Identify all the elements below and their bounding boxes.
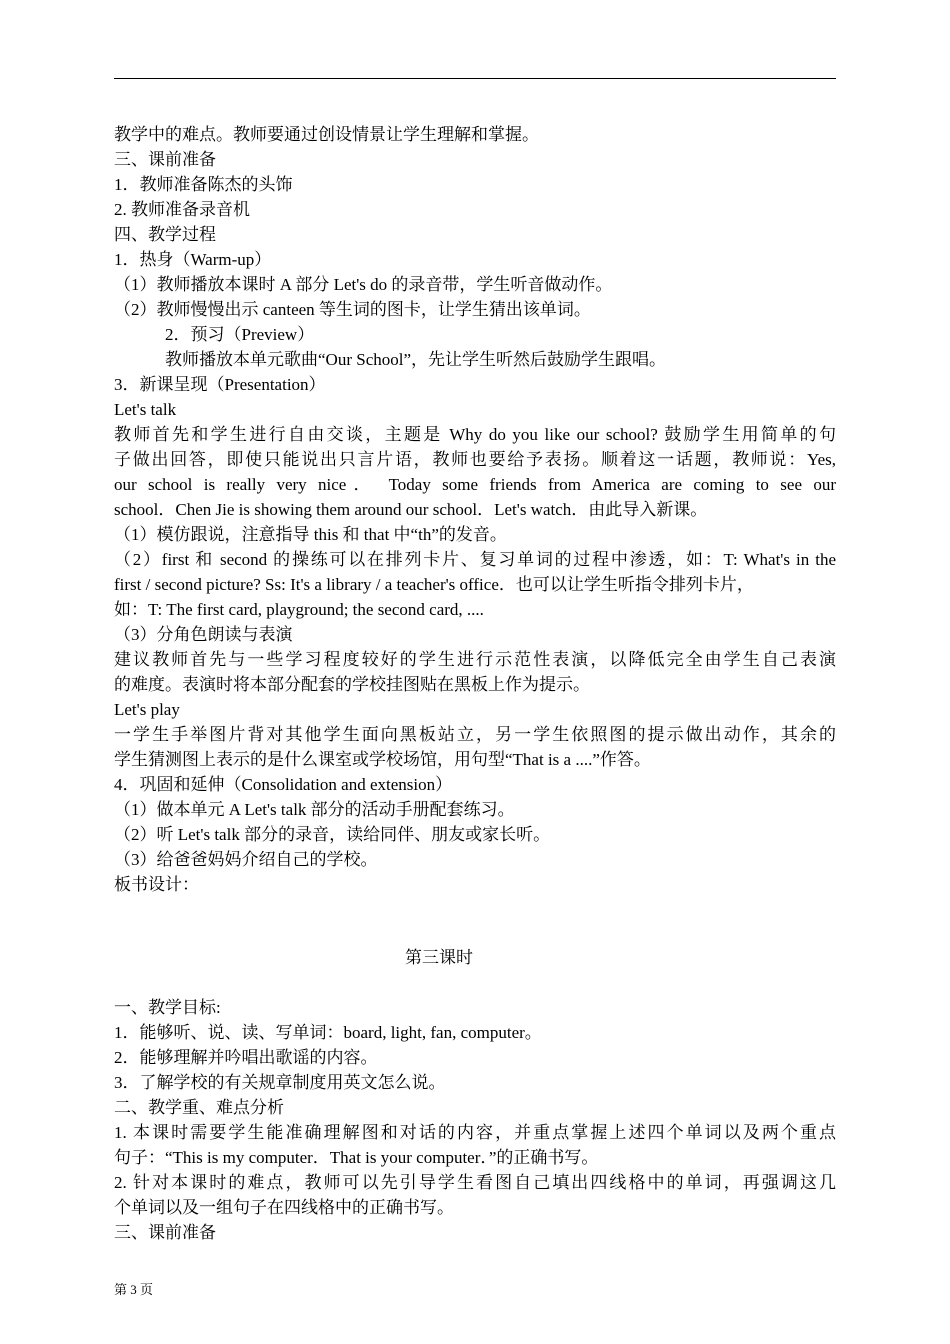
heading-objectives: 一、教学目标: bbox=[114, 998, 221, 1017]
text-line: school．Chen Jie is showing them around our school．Let's watch．由此导入新课。 bbox=[114, 500, 708, 519]
text-line: 句子：“This is my computer．That is your computer．”的正确书写。 bbox=[114, 1148, 599, 1167]
subheading-lets-play: Let's play bbox=[114, 700, 180, 719]
page-number: 第 3 页 bbox=[114, 1282, 154, 1297]
text-line: first / second picture? Ss: It's a library / a teacher's office．也可以让学生听指令排列卡片， bbox=[114, 575, 754, 594]
step-warm-up: 1．热身（Warm-up） bbox=[114, 250, 272, 269]
heading-teaching-process: 四、教学过程 bbox=[114, 225, 216, 244]
text-line: （1）做本单元 A Let's talk 部分的活动手册配套练习。 bbox=[114, 800, 515, 819]
text-line: 2. 针对本课时的难点，教师可以先引导学生看图自己填出四线格中的单词，再强调这几 bbox=[114, 1173, 836, 1192]
text-line: our school is really very nice． Today some friends from America are coming to see our bbox=[114, 475, 836, 494]
subheading-lets-talk: Let's talk bbox=[114, 400, 177, 419]
heading-preparation: 三、课前准备 bbox=[114, 150, 216, 169]
text-line: 板书设计： bbox=[114, 875, 199, 894]
text-line: 教师播放本单元歌曲“Our School”，先让学生听然后鼓励学生跟唱。 bbox=[165, 350, 667, 369]
text-line: （3）分角色朗读与表演 bbox=[114, 625, 293, 644]
text-line: 学生猜测图上表示的是什么课室或学校场馆，用句型“That is a ....”作答。 bbox=[114, 750, 651, 769]
text-line: 教学中的难点。教师要通过创设情景让学生理解和掌握。 bbox=[114, 125, 539, 144]
text-line: 3．了解学校的有关规章制度用英文怎么说。 bbox=[114, 1073, 446, 1092]
text-line: 2. 教师准备录音机 bbox=[114, 200, 250, 219]
text-line: （1）模仿跟说，注意指导 this 和 that 中“th”的发音。 bbox=[114, 525, 507, 544]
text-line: 1. 本课时需要学生能准确理解图和对话的内容，并重点掌握上述四个单词以及两个重点 bbox=[114, 1123, 836, 1142]
lesson-three-section bbox=[114, 995, 836, 1245]
step-presentation: 3．新课呈现（Presentation） bbox=[114, 375, 326, 394]
text-line: 的难度。表演时将本部分配套的学校挂图贴在黑板上作为提示。 bbox=[114, 675, 590, 694]
text-line: 个单词以及一组句子在四线格中的正确书写。 bbox=[114, 1198, 454, 1217]
text-line: 1．能够听、说、读、写单词：board, light, fan, computer。 bbox=[114, 1023, 542, 1042]
text-line: 建议教师首先与一些学习程度较好的学生进行示范性表演，以降低完全由学生自己表演 bbox=[114, 650, 836, 669]
heading-preparation: 三、课前准备 bbox=[114, 1223, 216, 1242]
text-line: 1．教师准备陈杰的头饰 bbox=[114, 175, 293, 194]
step-consolidation: 4．巩固和延伸（Consolidation and extension） bbox=[114, 775, 453, 794]
text-line: 教师首先和学生进行自由交谈，主题是 Why do you like our school? 鼓励学生用简单的句 bbox=[114, 425, 836, 444]
text-line: （2）first 和 second 的操练可以在排列卡片、复习单词的过程中渗透，如：T: What's in the bbox=[114, 550, 836, 569]
lesson-title: 第三课时 bbox=[405, 948, 473, 967]
text-line: （2）教师慢慢出示 canteen 等生词的图卡，让学生猜出该单词。 bbox=[114, 300, 591, 319]
text-line: 子做出回答，即使只能说出只言片语，教师也要给予表扬。顺着这一话题，教师说：Yes, bbox=[114, 450, 836, 469]
header-rule bbox=[114, 78, 836, 79]
text-line: （1）教师播放本课时 A 部分 Let's do 的录音带，学生听音做动作。 bbox=[114, 275, 613, 294]
text-line: （2）听 Let's talk 部分的录音，读给同伴、朋友或家长听。 bbox=[114, 825, 551, 844]
text-line: （3）给爸爸妈妈介绍自己的学校。 bbox=[114, 850, 378, 869]
heading-key-points: 二、教学重、难点分析 bbox=[114, 1098, 284, 1117]
text-line: 一学生手举图片背对其他学生面向黑板站立，另一学生依照图的提示做出动作，其余的 bbox=[114, 725, 836, 744]
lesson-plan-section bbox=[114, 122, 836, 897]
text-line: 2．能够理解并吟唱出歌谣的内容。 bbox=[114, 1048, 378, 1067]
text-line: 如：T: The first card, playground; the second card, .... bbox=[114, 600, 484, 619]
step-preview: 2．预习（Preview） bbox=[165, 325, 315, 344]
